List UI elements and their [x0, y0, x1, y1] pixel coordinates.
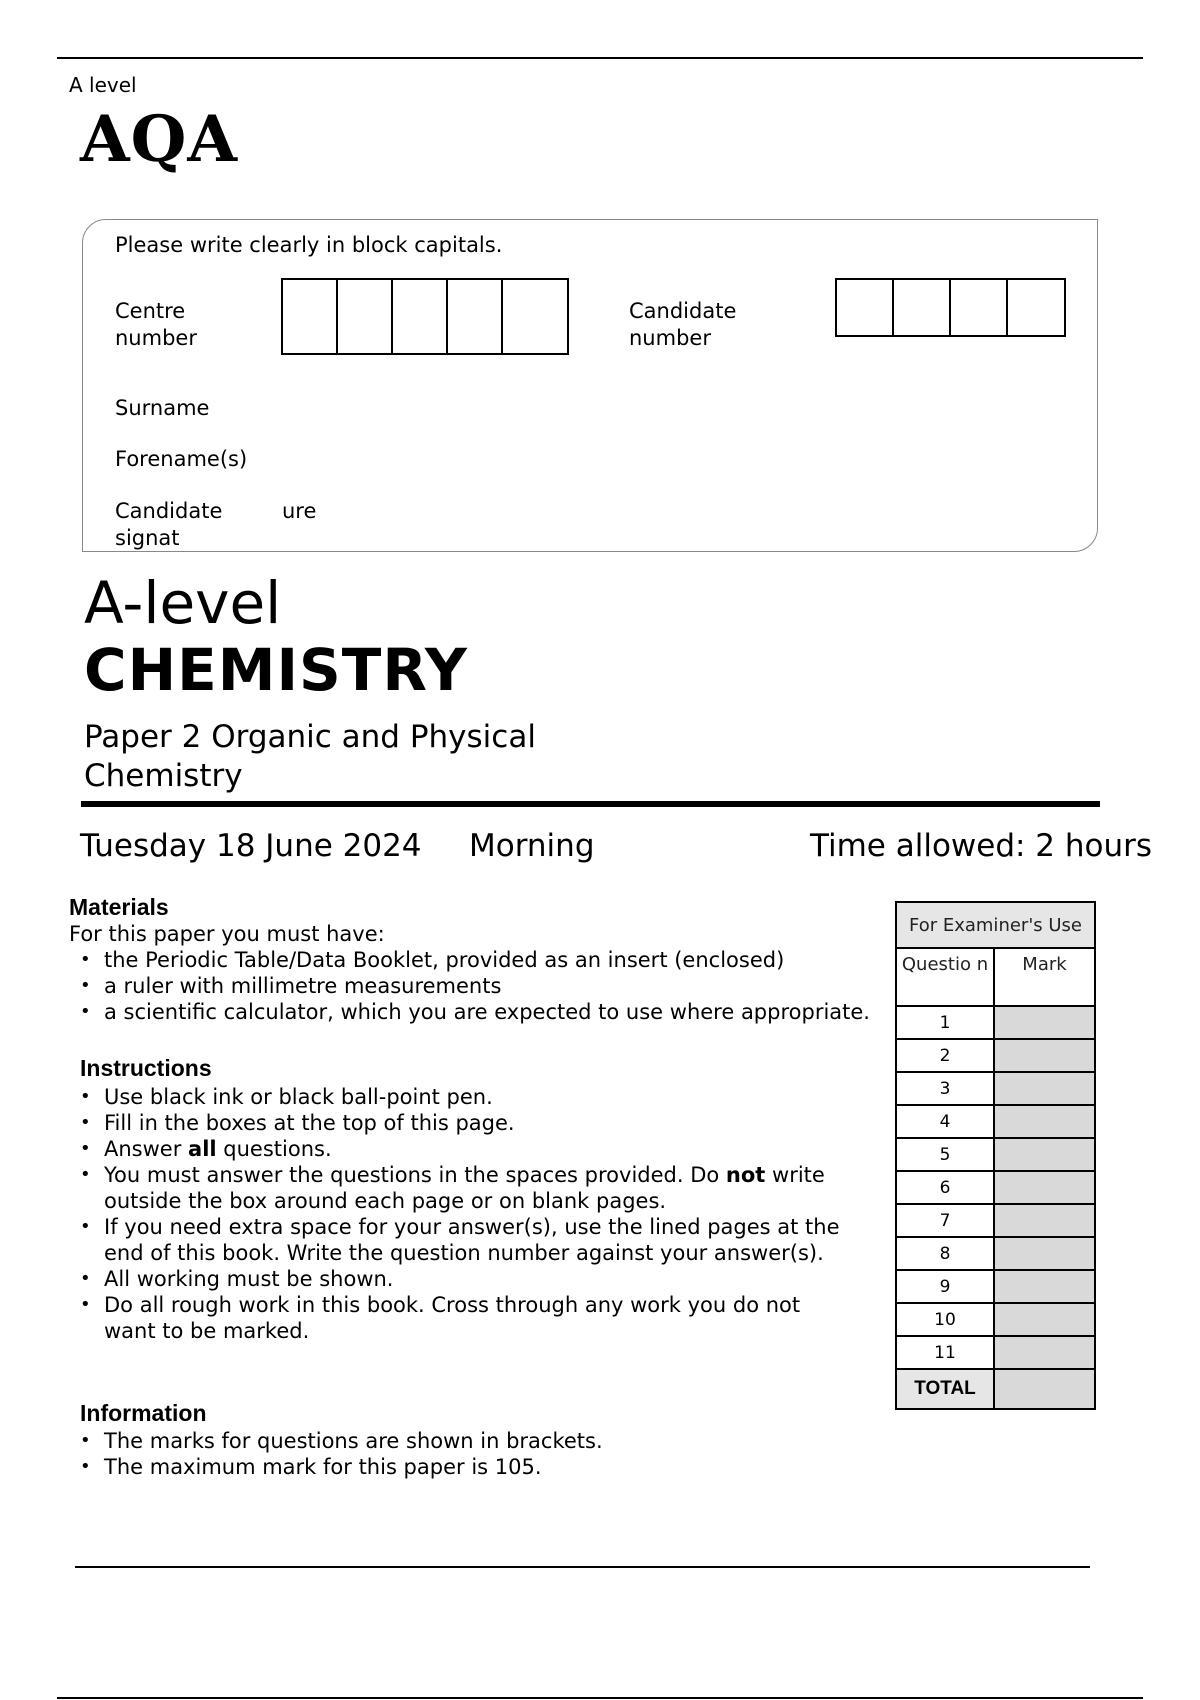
list-item: • Use black ink or black ball-point pen.	[70, 1084, 850, 1110]
candidate-number-box[interactable]	[837, 280, 894, 335]
information-heading: Information	[80, 1400, 207, 1426]
centre-number-grid	[281, 278, 569, 355]
candidate-details-box	[82, 219, 1098, 552]
list-item: • Fill in the boxes at the top of this page.	[70, 1110, 850, 1136]
exam-date: Tuesday 18 June 2024	[80, 828, 422, 864]
centre-number-box[interactable]	[448, 280, 503, 353]
materials-heading: Materials	[69, 894, 169, 920]
qualification-level: A-level	[84, 569, 282, 637]
mark-cell[interactable]	[994, 1237, 1095, 1270]
question-number: 9	[896, 1270, 994, 1303]
examiner-use-table	[895, 901, 1096, 1410]
question-number: 7	[896, 1204, 994, 1237]
mark-cell[interactable]	[994, 1270, 1095, 1303]
mark-cell[interactable]	[994, 1072, 1095, 1105]
subject-title: CHEMISTRY	[84, 636, 468, 704]
bottom-rule	[57, 1697, 1143, 1699]
centre-number-box[interactable]	[338, 280, 393, 353]
block-capitals-instruction: Please write clearly in block capitals.	[115, 233, 503, 257]
centre-number-box[interactable]	[503, 280, 561, 353]
examiner-table-header: For Examiner's Use	[896, 902, 1095, 948]
list-item: • All working must be shown.	[70, 1266, 850, 1292]
question-number: 3	[896, 1072, 994, 1105]
signature-label-suffix: ure	[282, 499, 317, 523]
candidate-number-box[interactable]	[1008, 280, 1064, 335]
question-number: 5	[896, 1138, 994, 1171]
candidate-signature-label: Candidate signat	[115, 499, 223, 550]
question-number: 1	[896, 1006, 994, 1039]
top-rule	[57, 57, 1143, 59]
forename-label: Forename(s)	[115, 447, 248, 471]
candidate-number-box[interactable]	[894, 280, 951, 335]
materials-intro: For this paper you must have:	[69, 922, 385, 946]
list-item: • You must answer the questions in the spaces provided. Do not write outside the box around each page or on blank pages.	[70, 1162, 850, 1214]
question-number: 8	[896, 1237, 994, 1270]
aqa-logo: AQA	[80, 102, 239, 177]
question-number: 11	[896, 1336, 994, 1369]
centre-number-box[interactable]	[393, 280, 448, 353]
exam-session: Morning	[469, 828, 595, 864]
mark-cell[interactable]	[994, 1303, 1095, 1336]
list-item: • a ruler with millimetre measurements	[70, 973, 970, 999]
mark-cell[interactable]	[994, 1171, 1095, 1204]
footer-rule	[75, 1566, 1090, 1568]
total-label: TOTAL	[896, 1369, 994, 1409]
information-list	[70, 1428, 850, 1480]
mark-cell[interactable]	[994, 1336, 1095, 1369]
candidate-number-grid	[835, 278, 1066, 337]
list-item: • The marks for questions are shown in brackets.	[70, 1428, 850, 1454]
list-item: • a scientific calculator, which you are expected to use where appropriate.	[70, 999, 970, 1025]
level-label: A level	[69, 73, 137, 97]
candidate-number-label: Candidate number	[629, 299, 737, 350]
list-item: • If you need extra space for your answer(s), use the lined pages at the end of this book. Write the question number against your answer(s).	[70, 1214, 850, 1266]
surname-label: Surname	[115, 396, 210, 420]
mark-column-header: Mark	[994, 948, 1095, 1006]
centre-number-label: Centre number	[115, 299, 197, 350]
instructions-heading: Instructions	[80, 1055, 212, 1081]
question-number: 2	[896, 1039, 994, 1072]
list-item: • the Periodic Table/Data Booklet, provided as an insert (enclosed)	[70, 947, 970, 973]
time-allowed: Time allowed: 2 hours	[810, 828, 1153, 864]
question-number: 6	[896, 1171, 994, 1204]
question-number: 10	[896, 1303, 994, 1336]
paper-title: Paper 2 Organic and Physical Chemistry	[84, 719, 536, 794]
mark-cell[interactable]	[994, 1105, 1095, 1138]
mark-cell[interactable]	[994, 1039, 1095, 1072]
list-item: • Do all rough work in this book. Cross through any work you do not want to be marked.	[70, 1292, 850, 1344]
centre-number-box[interactable]	[283, 280, 338, 353]
materials-list	[70, 947, 970, 1025]
total-mark-cell[interactable]	[994, 1369, 1095, 1409]
list-item: • The maximum mark for this paper is 105.	[70, 1454, 850, 1480]
candidate-number-box[interactable]	[951, 280, 1008, 335]
instructions-list	[70, 1084, 850, 1344]
mark-cell[interactable]	[994, 1138, 1095, 1171]
mark-cell[interactable]	[994, 1204, 1095, 1237]
question-column-header: Questio n	[896, 948, 994, 1006]
question-number: 4	[896, 1105, 994, 1138]
title-rule	[81, 801, 1100, 807]
list-item: • Answer all questions.	[70, 1136, 850, 1162]
mark-cell[interactable]	[994, 1006, 1095, 1039]
